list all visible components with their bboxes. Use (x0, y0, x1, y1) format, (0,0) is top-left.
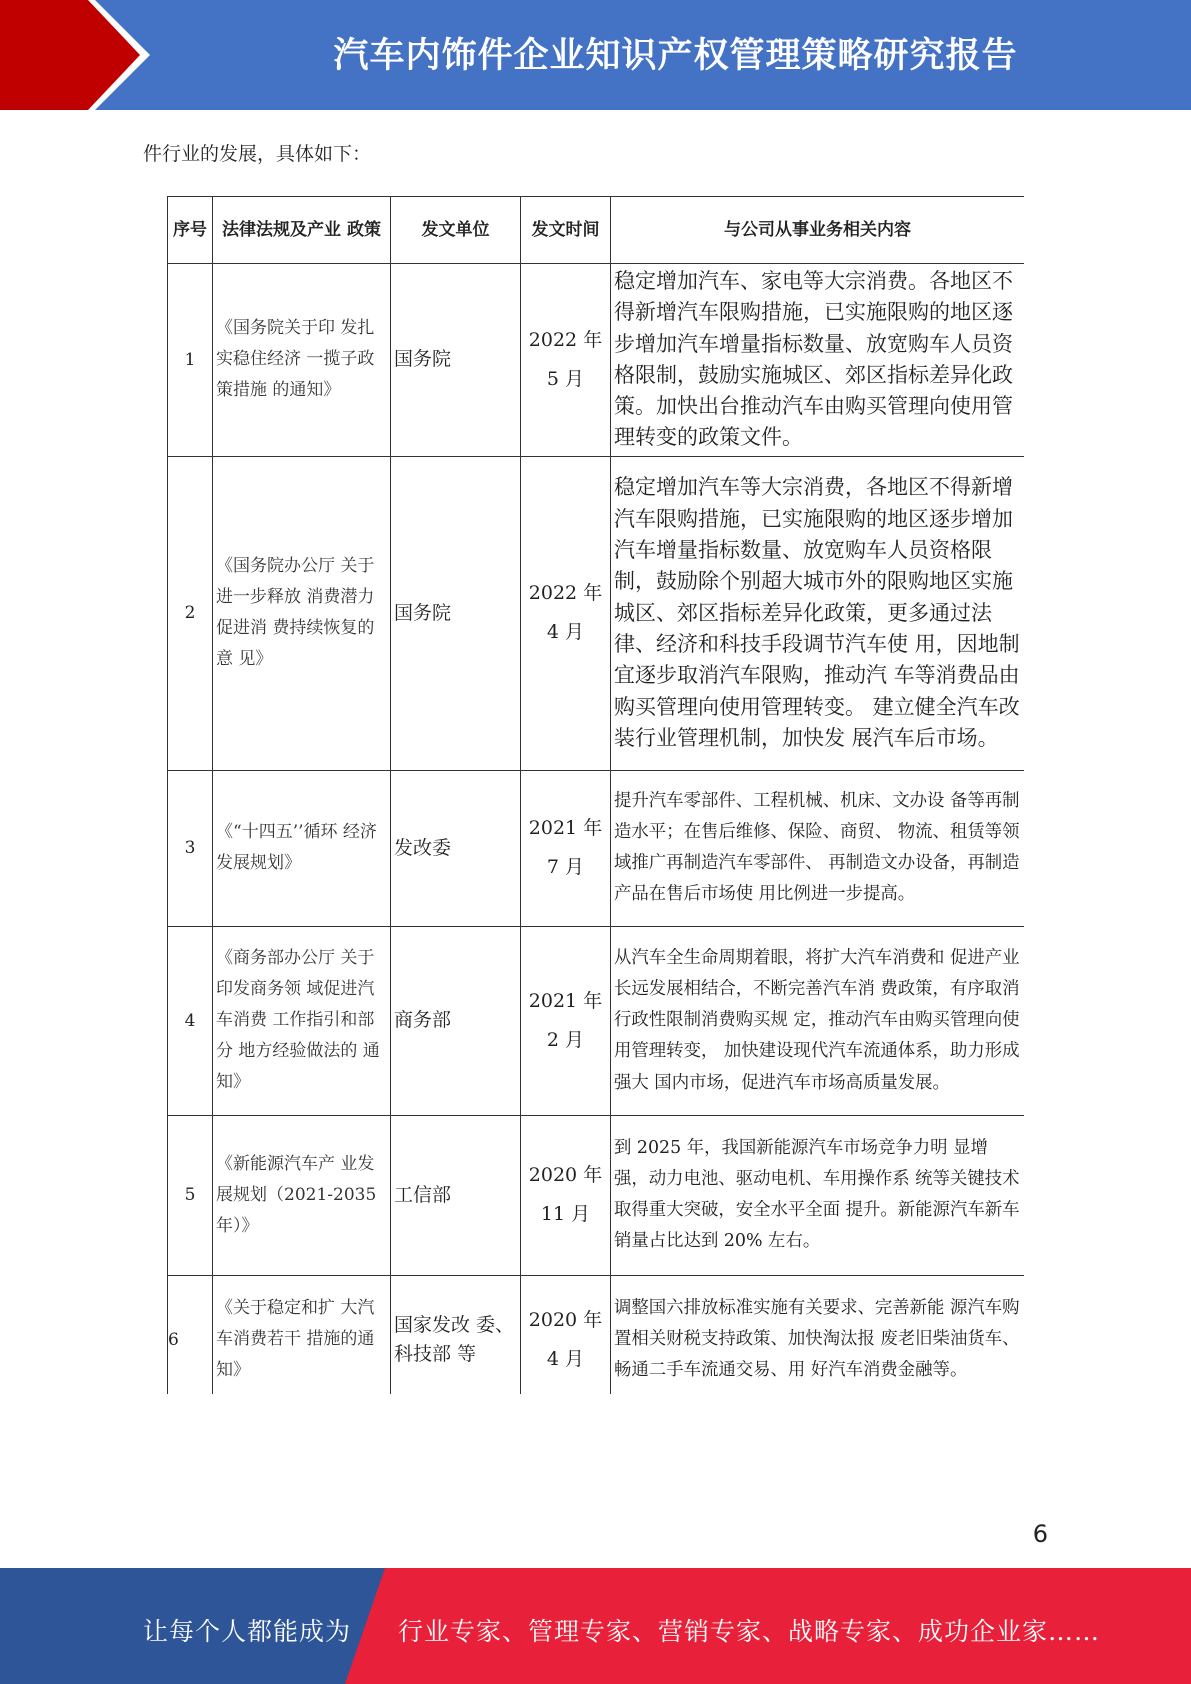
row-policy-name: 《“十四五’’循环 经济发展规划》 (213, 770, 391, 926)
row-issuer: 国家发改 委、科技部 等 (391, 1275, 521, 1394)
row-policy-name: 《商务部办公厅 关于印发商务领 域促进汽车消费 工作指引和部分 地方经验做法的 通知》 (213, 926, 391, 1115)
row-date: 2021 年 7 月 (521, 770, 611, 926)
table-row (168, 1115, 1025, 1275)
row-content: 调整国六排放标准实施有关要求、完善新能 源汽车购置相关财税支持政策、加快淘汰报 废老旧柴油货车、畅通二手车流通交易、用 好汽车消费金融等。 (611, 1275, 1025, 1394)
row-date: 2020 年 11 月 (521, 1115, 611, 1275)
row-policy-name: 《关于稳定和扩 大汽车消费若干 措施的通知》 (213, 1275, 391, 1394)
row-policy-name: 《国务院关于印 发扎实稳住经济 一揽子政策措施 的通知》 (213, 264, 391, 457)
row-issuer: 商务部 (391, 926, 521, 1115)
header-issuer: 发文单位 (391, 197, 521, 264)
table-row (168, 1275, 1025, 1394)
row-issuer: 工信部 (391, 1115, 521, 1275)
table-row (168, 770, 1025, 926)
page-number: 6 (1032, 1520, 1048, 1548)
row-content: 从汽车全生命周期着眼，将扩大汽车消费和 促进产业长远发展相结合，不断完善汽车消 费政策，有序取消行政性限制消费购买规 定，推动汽车由购买管理向使用管理转变， 加快建设现代汽车流通体系，助力形成强大 国内市场，促进汽车市场高质量发展。 (611, 926, 1025, 1115)
row-content: 到 2025 年，我国新能源汽车市场竞争力明 显增强，动力电池、驱动电机、车用操作系 统等关键技术取得重大突破，安全水平全面 提升。新能源汽车新车销量占比达到 20% 左右。 (611, 1115, 1025, 1275)
policy-table-container (167, 196, 1024, 1394)
row-policy-name: 《新能源汽车产 业发展规划（2021-2035 年）》 (213, 1115, 391, 1275)
row-num: 3 (168, 770, 213, 926)
row-content: 提升汽车零部件、工程机械、机床、文办设 备等再制造水平；在售后维修、保险、商贸、 物流、租赁等领域推广再制造汽车零部件、 再制造文办设备，再制造产品在售后市场使 用比例进一步提高。 (611, 770, 1025, 926)
row-content: 稳定增加汽车、家电等大宗消费。各地区不得新增汽车限购措施，已实施限购的地区逐步增加汽车增量指标数量、放宽购车人员资格限制，鼓励实施城区、郊区指标差异化政策。加快出台推动汽车由购买管理向使用管理转变的政策文件。 (611, 264, 1025, 457)
table-row (168, 456, 1025, 770)
row-num: 5 (168, 1115, 213, 1275)
row-num: 2 (168, 456, 213, 770)
row-issuer: 发改委 (391, 770, 521, 926)
row-date: 2022 年 5 月 (521, 264, 611, 457)
row-policy-name: 《国务院办公厅 关于进一步释放 消费潜力促进消 费持续恢复的意 见》 (213, 456, 391, 770)
row-date: 2021 年 2 月 (521, 926, 611, 1115)
row-date: 2020 年 4 月 (521, 1275, 611, 1394)
table-header-row (168, 197, 1025, 264)
page-footer (0, 1568, 1191, 1684)
row-issuer: 国务院 (391, 264, 521, 457)
footer-slogan-right: 行业专家、管理专家、营销专家、战略专家、成功企业家…… (398, 1617, 1101, 1646)
row-num: 4 (168, 926, 213, 1115)
footer-slogan-left: 让每个人都能成为 (143, 1617, 352, 1646)
header-num: 序号 (168, 197, 213, 264)
header-date: 发文时间 (521, 197, 611, 264)
policy-table (167, 196, 1024, 1394)
page-header (0, 0, 1191, 110)
report-title: 汽车内饰件企业知识产权管理策略研究报告 (333, 36, 1018, 76)
table-row (168, 264, 1025, 457)
row-issuer: 国务院 (391, 456, 521, 770)
table-row (168, 926, 1025, 1115)
row-num: 1 (168, 264, 213, 457)
row-date: 2022 年 4 月 (521, 456, 611, 770)
row-num: 6 (168, 1275, 213, 1394)
intro-text: 件行业的发展，具体如下： (143, 143, 372, 165)
header-name: 法律法规及产业 政策 (213, 197, 391, 264)
row-content: 稳定增加汽车等大宗消费，各地区不得新增汽车限购措施，已实施限购的地区逐步增加汽车增量指标数量、放宽购车人员资格限制，鼓励除个别超大城市外的限购地区实施城区、郊区指标差异化政策，更多通过法律、经济和科技手段调节汽车使 用，因地制宜逐步取消汽车限购，推动汽 车等消费品由购买管理向使用管理转变。 建立健全汽车改装行业管理机制，加快发 展汽车后市场。 (611, 456, 1025, 770)
header-content: 与公司从事业务相关内容 (611, 197, 1025, 264)
